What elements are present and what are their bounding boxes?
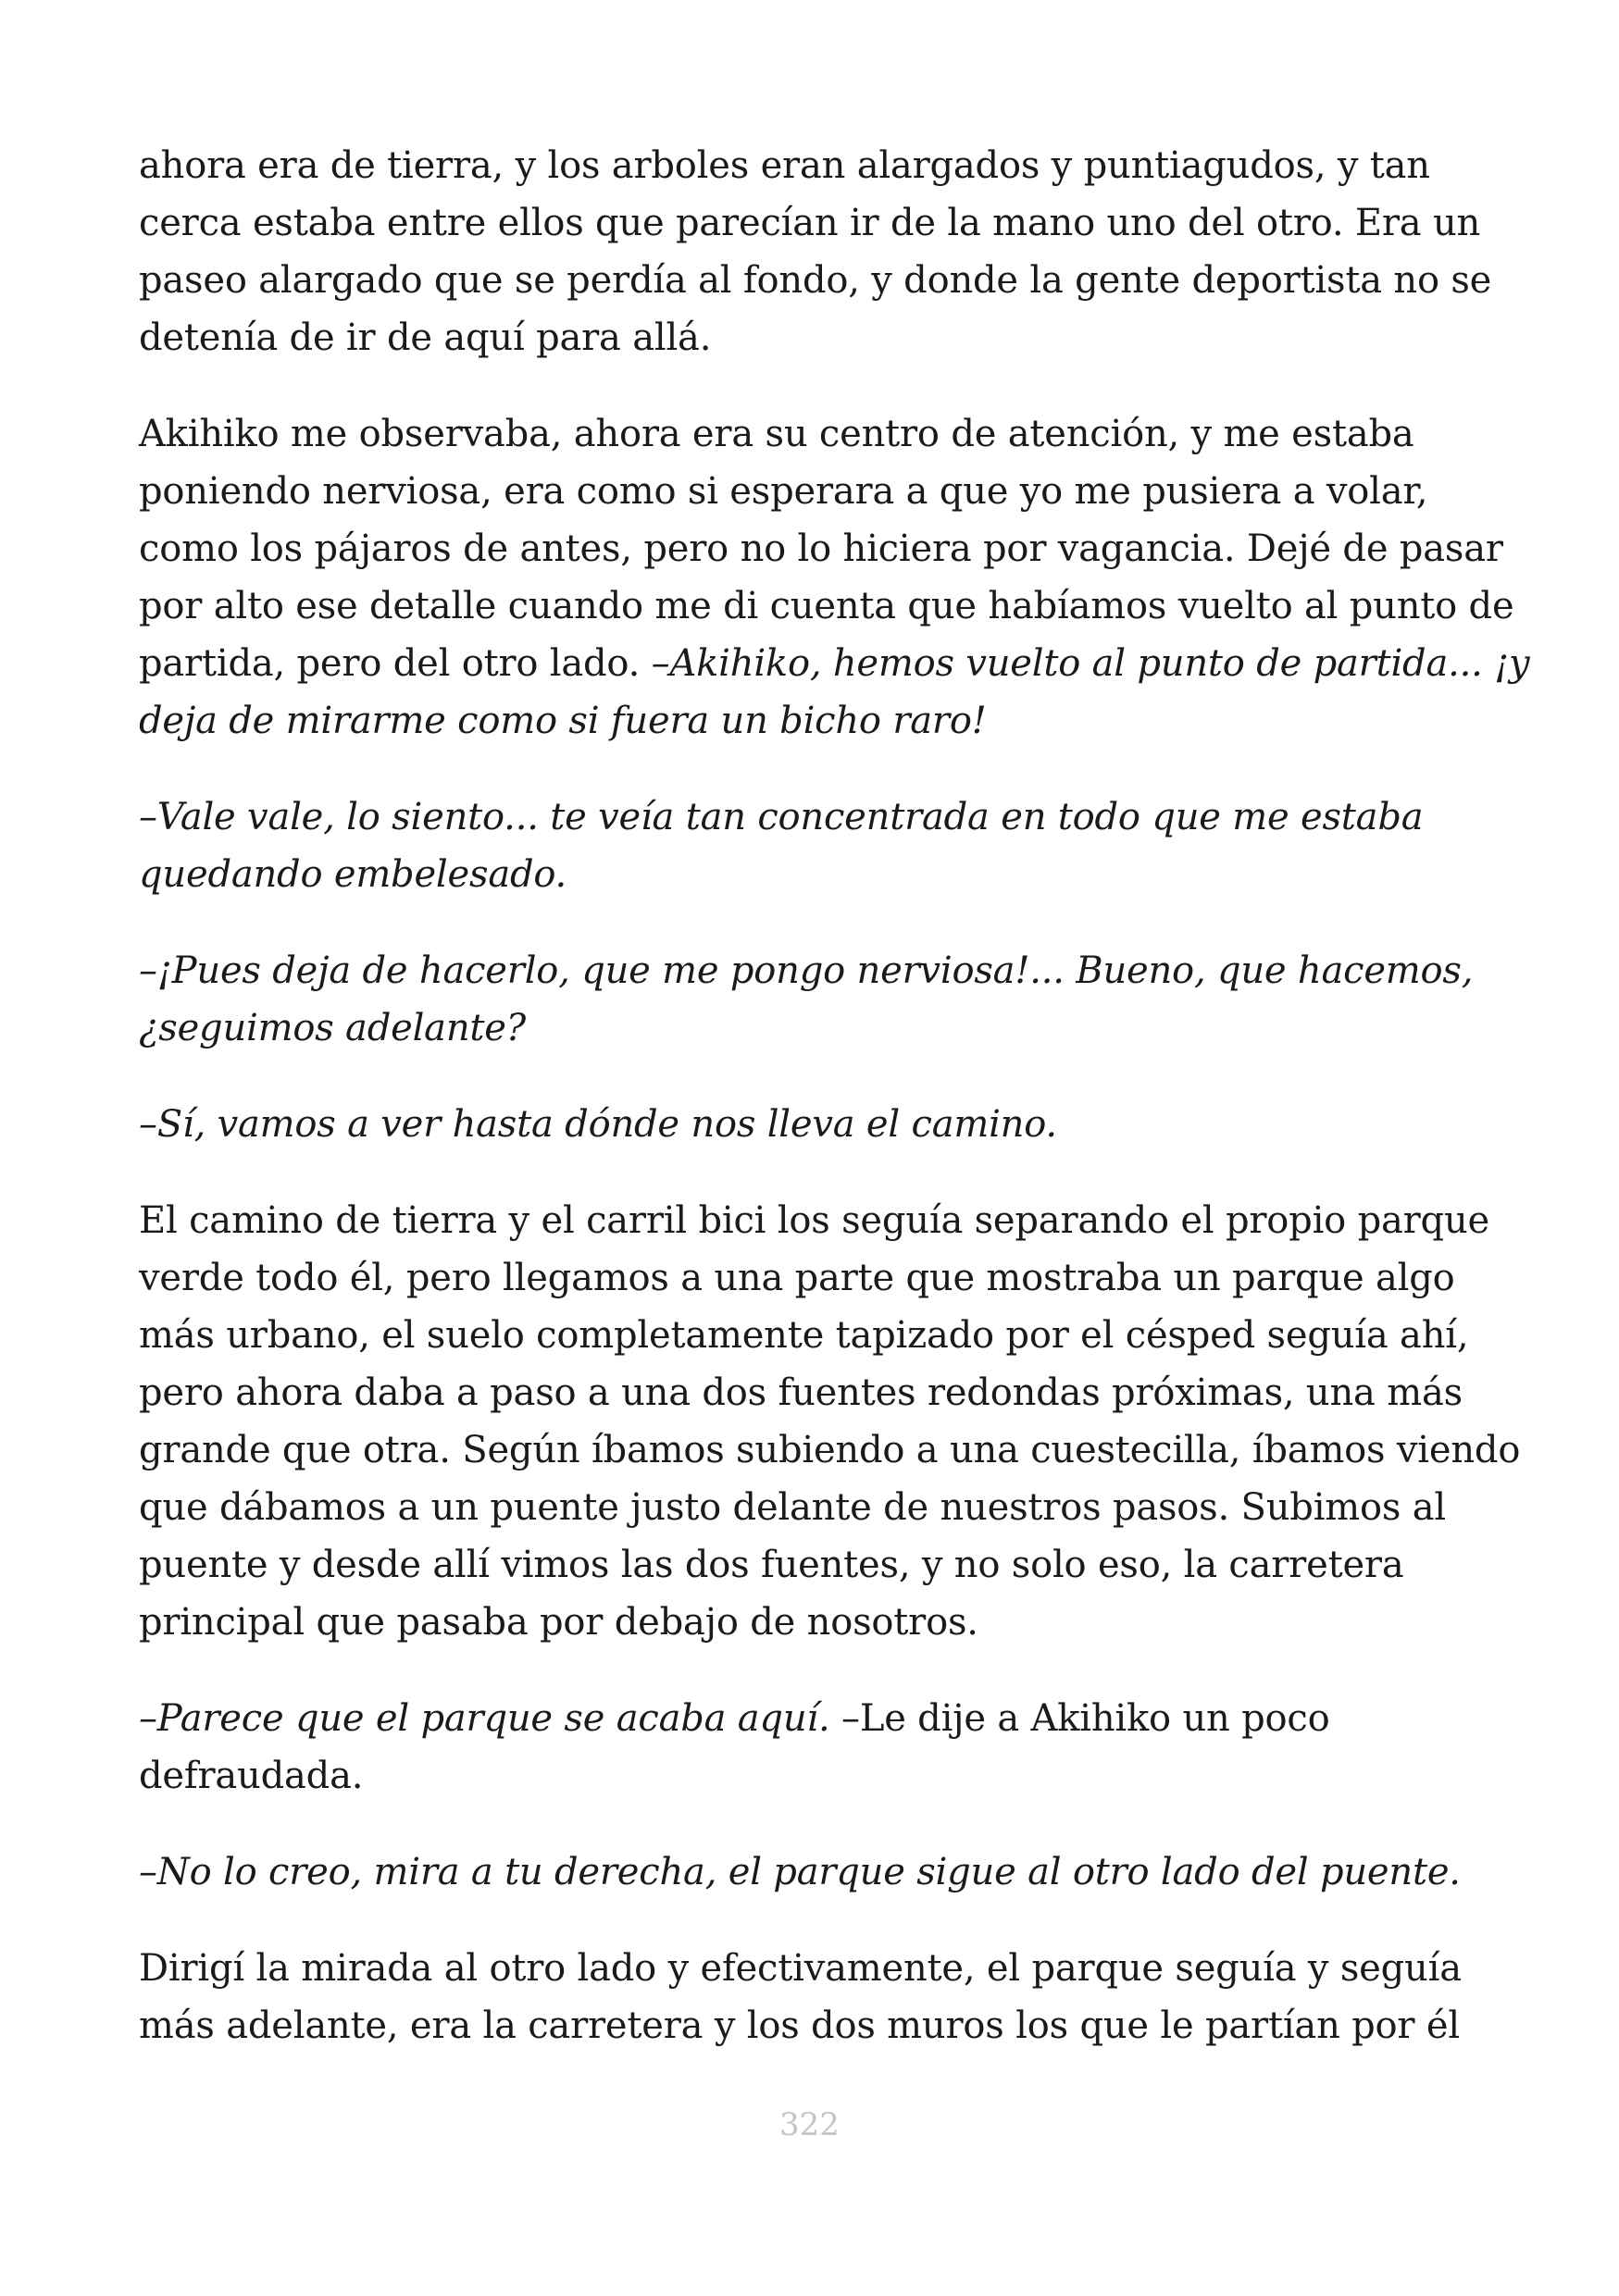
text: más urbano, el suelo completamente tapizado por el césped seguía ahí, (139, 1314, 1469, 1357)
text: defraudada. (139, 1755, 364, 1797)
text-line (139, 1594, 1481, 1651)
text: Akihiko me observaba, ahora era su centro de atención, y me estaba (139, 413, 1414, 455)
italic-text: ¿seguimos adelante? (139, 1007, 526, 1049)
text-line (139, 137, 1481, 194)
text: pero ahora daba a paso a una dos fuentes redondas próximas, una más (139, 1371, 1463, 1414)
dialogue-2 (139, 942, 1481, 1057)
text-line (139, 1192, 1489, 1249)
text: cerca estaba entre ellos que parecían ir de la mano uno del otro. Era un (139, 202, 1481, 244)
text-line (139, 846, 1481, 903)
text-line (139, 942, 1481, 999)
paragraph-1 (139, 137, 1492, 366)
text-line (139, 1364, 1481, 1421)
text-line (139, 520, 1503, 577)
text: más adelante, era la carretera y los dos muros los que le partían por él (139, 2004, 1460, 2047)
text-line (139, 635, 1530, 692)
text: Dirigí la mirada al otro lado y efectivamente, el parque seguía y seguía (139, 1947, 1462, 1990)
text-line (139, 405, 1481, 463)
text: poniendo nerviosa, era como si esperara a que yo me pusiera a volar, (139, 470, 1428, 513)
text: ahora era de tierra, y los arboles eran alargados y puntiagudos, y tan (139, 144, 1430, 187)
text: –Le dije a Akihiko un poco (829, 1697, 1330, 1740)
dialogue-5 (139, 1843, 1481, 1901)
text: partida, pero del otro lado. (139, 642, 652, 685)
italic-text: –No lo creo, mira a tu derecha, el parque sigue al otro lado del puente. (139, 1851, 1461, 1893)
paragraph-2 (139, 405, 1530, 750)
text-line (139, 1690, 1481, 1747)
text: verde todo él, pero llegamos a una parte que mostraba un parque algo (139, 1257, 1455, 1299)
page-body (139, 137, 1530, 2093)
text-line (139, 309, 1481, 366)
text: detenía de ir de aquí para allá. (139, 316, 712, 359)
text-line (139, 1421, 1521, 1479)
paragraph-4 (139, 1940, 1481, 2054)
text-line (139, 788, 1481, 846)
italic-text: –Parece que el parque se acaba aquí. (139, 1697, 830, 1740)
text-line (139, 252, 1492, 309)
text-line (139, 194, 1481, 252)
italic-text: deja de mirarme como si fuera un bicho raro! (139, 700, 987, 742)
italic-text: –Sí, vamos a ver hasta dónde nos lleva el camino. (139, 1103, 1057, 1146)
text: por alto ese detalle cuando me di cuenta que habíamos vuelto al punto de (139, 585, 1514, 627)
text-line (139, 1536, 1481, 1594)
text-line (139, 1307, 1481, 1364)
text: como los pájaros de antes, pero no lo hiciera por vagancia. Dejé de pasar (139, 527, 1503, 570)
text-line (139, 1096, 1481, 1153)
text: paseo alargado que se perdía al fondo, y donde la gente deportista no se (139, 259, 1492, 302)
text-line (139, 1747, 1481, 1805)
page-number: 322 (779, 2106, 840, 2143)
italic-text: quedando embelesado. (139, 853, 567, 896)
text: El camino de tierra y el carril bici los seguía separando el propio parque (139, 1199, 1489, 1242)
text-line (139, 999, 1481, 1057)
text-line (139, 1843, 1481, 1901)
italic-text: –Vale vale, lo siento... te veía tan concentrada en todo que me estaba (139, 796, 1424, 838)
paragraph-3 (139, 1192, 1521, 1651)
text: principal que pasaba por debajo de nosotros. (139, 1601, 978, 1644)
text-line (139, 692, 1481, 750)
text-line (139, 1997, 1481, 2054)
text-line (139, 1940, 1481, 1997)
text: grande que otra. Según íbamos subiendo a una cuestecilla, íbamos viendo (139, 1429, 1521, 1471)
italic-text: –¡Pues deja de hacerlo, que me pongo nerviosa!... Bueno, que hacemos, (139, 949, 1474, 992)
text-line (139, 1249, 1481, 1307)
text: que dábamos a un puente justo delante de nuestros pasos. Subimos al (139, 1486, 1446, 1529)
italic-text: –Akihiko, hemos vuelto al punto de partida... ¡y (651, 642, 1530, 685)
text: puente y desde allí vimos las dos fuentes, y no solo eso, la carretera (139, 1544, 1404, 1586)
text-line (139, 577, 1514, 635)
text-line (139, 463, 1481, 520)
dialogue-4 (139, 1690, 1481, 1805)
dialogue-1 (139, 788, 1481, 903)
dialogue-3 (139, 1096, 1481, 1153)
text-line (139, 1479, 1481, 1536)
